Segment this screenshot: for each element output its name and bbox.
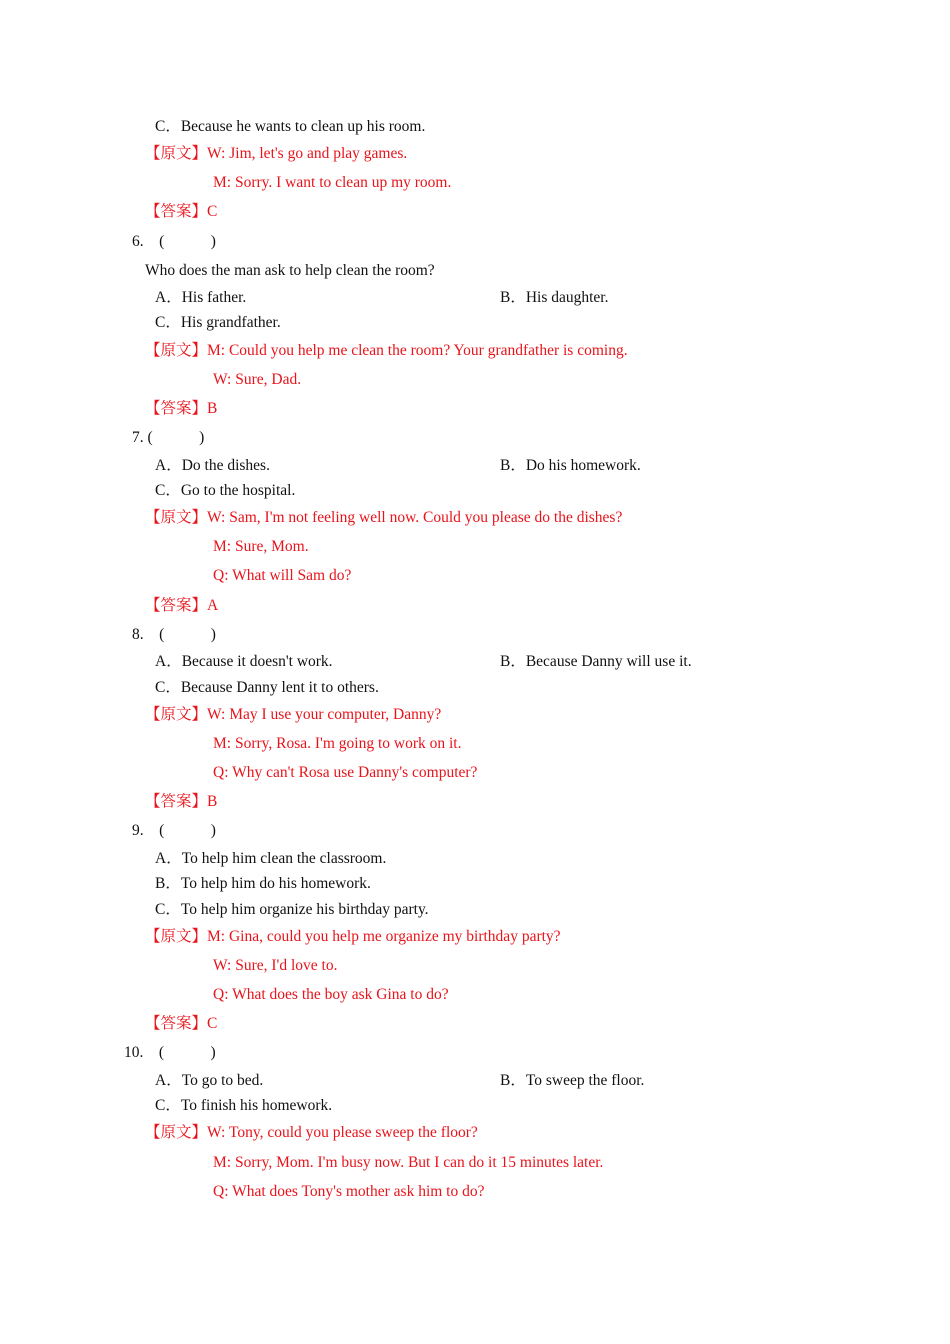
- q9-transcript-line-3: Q: What does the boy ask Gina to do?: [213, 986, 449, 1003]
- q10-option-c: C．To finish his homework.: [155, 1097, 333, 1114]
- q5-option-c: C．Because he wants to clean up his room.: [155, 118, 426, 135]
- q10-option-b: B．To sweep the floor.: [500, 1072, 645, 1089]
- q6-answer: 【答案】B: [145, 400, 218, 417]
- q8-answer: 【答案】B: [145, 793, 218, 810]
- q7-answer: 【答案】A: [145, 597, 219, 614]
- q8-option-a: A．Because it doesn't work.: [155, 653, 333, 670]
- q8-transcript-line-2: M: Sorry, Rosa. I'm going to work on it.: [213, 735, 462, 752]
- q6-option-b: B．His daughter.: [500, 289, 609, 306]
- q6-transcript-line-1: 【原文】M: Could you help me clean the room? Your grandfather is coming.: [145, 342, 628, 359]
- q5-transcript-line-2: M: Sorry. I want to clean up my room.: [213, 174, 452, 191]
- q8-option-b: B．Because Danny will use it.: [500, 653, 692, 670]
- q7-number: 7. ( ): [132, 429, 205, 446]
- q7-option-b: B．Do his homework.: [500, 457, 641, 474]
- q7-option-a: A．Do the dishes.: [155, 457, 270, 474]
- q10-transcript-line-3: Q: What does Tony's mother ask him to do?: [213, 1183, 485, 1200]
- q5-transcript-line-1: 【原文】W: Jim, let's go and play games.: [145, 145, 408, 162]
- q8-option-c: C．Because Danny lent it to others.: [155, 679, 379, 696]
- q9-option-b: B．To help him do his homework.: [155, 875, 371, 892]
- q10-transcript-line-2: M: Sorry, Mom. I'm busy now. But I can do it 15 minutes later.: [213, 1154, 604, 1171]
- q6-option-a: A．His father.: [155, 289, 247, 306]
- q7-transcript-line-3: Q: What will Sam do?: [213, 567, 352, 584]
- q8-transcript-line-3: Q: Why can't Rosa use Danny's computer?: [213, 764, 478, 781]
- q5-answer: 【答案】C: [145, 203, 218, 220]
- q6-option-c: C．His grandfather.: [155, 314, 281, 331]
- q8-transcript-line-1: 【原文】W: May I use your computer, Danny?: [145, 706, 442, 723]
- q6-transcript-line-2: W: Sure, Dad.: [213, 371, 302, 388]
- q9-transcript-line-1: 【原文】M: Gina, could you help me organize my birthday party?: [145, 928, 561, 945]
- q7-option-c: C．Go to the hospital.: [155, 482, 296, 499]
- q9-option-a: A．To help him clean the classroom.: [155, 850, 387, 867]
- q8-number: 8. ( ): [132, 626, 216, 643]
- q7-transcript-line-1: 【原文】W: Sam, I'm not feeling well now. Could you please do the dishes?: [145, 509, 623, 526]
- q9-answer: 【答案】C: [145, 1015, 218, 1032]
- q10-transcript-line-1: 【原文】W: Tony, could you please sweep the floor?: [145, 1124, 478, 1141]
- q9-option-c: C．To help him organize his birthday party.: [155, 901, 429, 918]
- q9-transcript-line-2: W: Sure, I'd love to.: [213, 957, 338, 974]
- q9-number: 9. ( ): [132, 822, 216, 839]
- q6-number: 6. ( ): [132, 233, 216, 250]
- q10-option-a: A．To go to bed.: [155, 1072, 264, 1089]
- q10-number: 10. ( ): [124, 1044, 216, 1061]
- q7-transcript-line-2: M: Sure, Mom.: [213, 538, 309, 555]
- q6-question: Who does the man ask to help clean the room?: [145, 262, 435, 279]
